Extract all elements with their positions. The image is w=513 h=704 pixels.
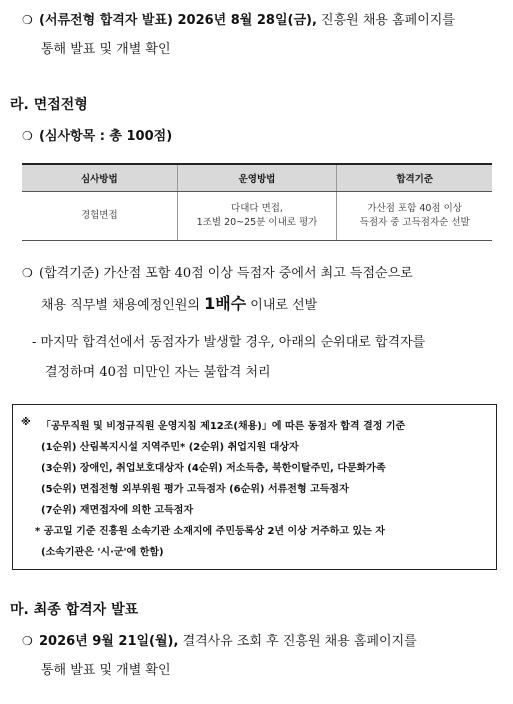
final-line2: 통해 발표 및 개별 확인 — [41, 663, 171, 678]
cell-pass-line1: 가산점 포함 40점 이상 — [367, 203, 462, 214]
note-line3: (3순위) 장애인, 취업보호대상자 (4순위) 저소득층, 북한이탈주민, 다문화가족 — [41, 463, 386, 474]
pass-criteria-line1: (합격기준) 가산점 포함 40점 이상 득점자 중에서 최고 득점순으로 — [39, 266, 413, 281]
note-mark: ※ — [21, 417, 31, 428]
header-operation: 운영방법 — [177, 164, 337, 192]
pass-criteria-line2 — [41, 291, 317, 314]
circle-bullet-icon: ❍ — [22, 13, 33, 27]
circle-bullet-icon: ❍ — [22, 634, 33, 648]
cell-method: 경험면접 — [22, 192, 177, 241]
pass-criteria-bullet — [22, 262, 413, 281]
table-header-row — [22, 164, 492, 192]
section-heading-final: 마. 최종 합격자 발표 — [10, 602, 139, 618]
tie-rule-line1: - 마지막 합격선에서 동점자가 발생할 경우, 아래의 순위대로 합격자를 — [32, 335, 426, 350]
note-line5: (7순위) 재면접자에 의한 고득점자 — [41, 505, 194, 516]
note-line2: (1순위) 산림복지시설 지역주민* (2순위) 취업지원 대상자 — [41, 442, 299, 453]
doc-pass-rest: 진흥원 채용 홈페이지를 — [316, 13, 455, 28]
pass-criteria-post: 이내로 선발 — [246, 298, 318, 313]
cell-operation — [177, 192, 337, 241]
final-rest: 결격사유 조회 후 진흥원 채용 홈페이지를 — [178, 634, 417, 649]
cell-pass-line2: 득점자 중 고득점자순 선발 — [359, 217, 470, 228]
pass-multiple: 1배수 — [204, 294, 247, 313]
tie-rule-line2: 결정하며 40점 미만인 자는 불합격 처리 — [45, 365, 271, 380]
doc-pass-date: (서류전형 합격자 발표) 2026년 8월 28일(금), — [39, 13, 317, 28]
tie-break-note-box — [12, 404, 497, 570]
scoring-items — [22, 125, 172, 144]
circle-bullet-icon: ❍ — [22, 129, 33, 143]
header-method: 심사방법 — [22, 164, 177, 192]
note-line4: (5순위) 면접전형 외부위원 평가 고득점자 (6순위) 서류전형 고득점자 — [41, 484, 349, 495]
header-pass-criteria: 합격기준 — [337, 164, 492, 192]
cell-operation-line1: 다대다 면접, — [231, 203, 283, 214]
final-date: 2026년 9월 21일(월), — [39, 634, 179, 649]
table-row — [22, 192, 492, 241]
cell-pass-criteria — [337, 192, 492, 241]
note-line6: * 공고일 기준 진흥원 소속기관 소재지에 주민등록상 2년 이상 거주하고 있는 자 — [35, 526, 385, 537]
scoring-items-label: (심사항목 : 총 100점) — [39, 129, 173, 144]
note-line1: 「공무직원 및 비정규직원 운영지침 제12조(채용)」에 따른 동점자 합격 결정 기준 — [41, 421, 406, 432]
pass-criteria-pre: 채용 직무별 채용예정인원의 — [41, 298, 205, 313]
doc-pass-line2: 통해 발표 및 개별 확인 — [41, 42, 171, 57]
section-heading-interview: 라. 면접전형 — [10, 97, 88, 113]
final-announcement — [22, 630, 417, 649]
interview-criteria-table — [22, 163, 492, 241]
cell-operation-line2: 1조별 20~25분 이내로 평가 — [196, 217, 318, 228]
final-doc-pass-announcement — [22, 9, 455, 28]
note-line7: (소속기관은 '시·군'에 한함) — [41, 547, 164, 558]
circle-bullet-icon: ❍ — [22, 266, 33, 280]
